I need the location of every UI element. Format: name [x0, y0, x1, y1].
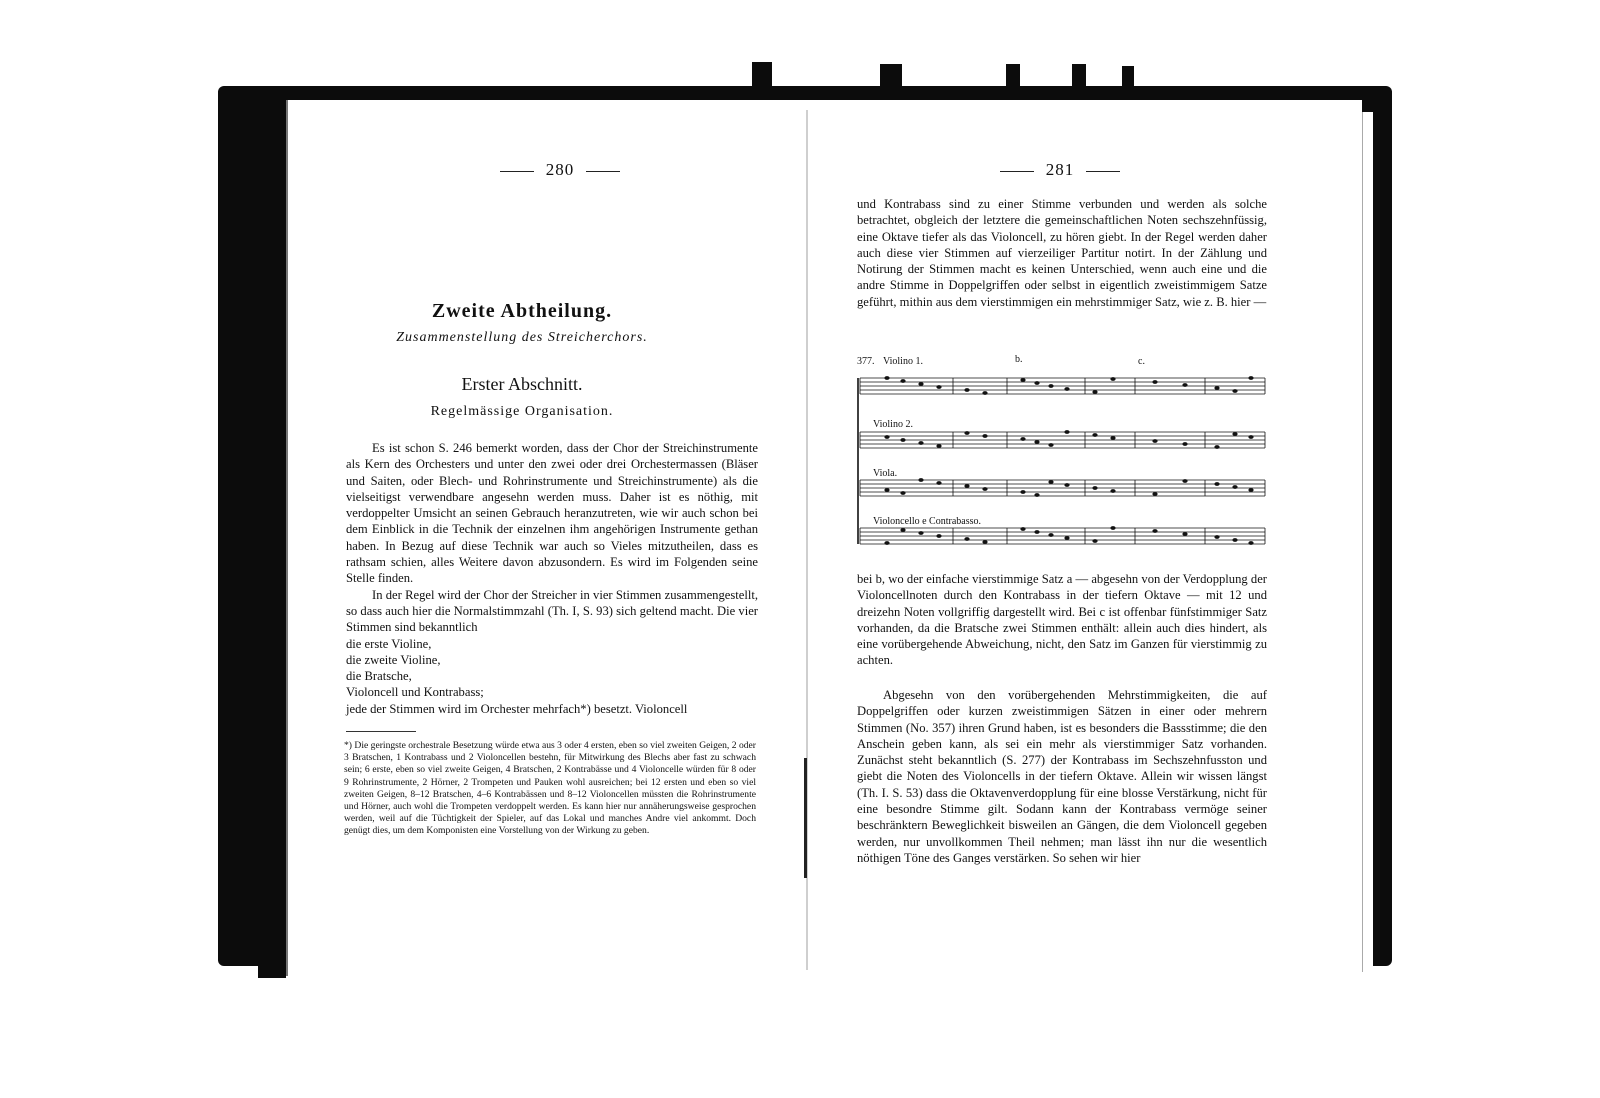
page-number-right: 281 [970, 160, 1150, 180]
note-head [1020, 437, 1025, 441]
note-head [1064, 483, 1069, 487]
paragraph: und Kontrabass sind zu einer Stimme verbunden und werden als solche betrachtet, obgleich der letztere die gemeinschaftlichen Noten sechszehnfüssig, eine Oktave tiefer als das Violoncell, zu hören giebt. In der Regel werden daher auch diese vier Stimmen auf vierzeiliger Partitur notirt. In der Zählung und Notirung der Stimmen macht es keinen Unterschied, wenn auch eine und die andre Stimme in Doppelgriffen oder selbst in eigentlich zweistimmigem Satze geführt, mithin aus dem vierstimmigen ein mehrstimmiger Satz, wie z. B. hier — [857, 197, 1267, 309]
note-head [1020, 527, 1025, 531]
note-head [982, 391, 987, 395]
note-head [1048, 443, 1053, 447]
list-item: Violoncell und Kontrabass; [346, 685, 484, 700]
note-head [1092, 486, 1097, 490]
note-head [918, 382, 923, 386]
note-head [1152, 380, 1157, 384]
note-head [884, 376, 889, 380]
gutter-mark [804, 758, 807, 878]
note-head [1110, 377, 1115, 381]
note-head [1048, 533, 1053, 537]
note-head [1064, 387, 1069, 391]
score-mark-c: c. [1138, 356, 1145, 367]
paragraph: Abgesehn von den vorübergehenden Mehrstimmigkeiten, die auf Doppelgriffen oder kurzen zweistimmigen Sätzen in einer oder mehrern Stimmen (No. 357) ihren Grund haben, ist es besonders die Bassstimme; die den Anschein geben kann, als sei ein mehr als vierstimmiger Satz vorhanden. Zunächst steht bekanntlich (S. 277) der Kontrabass im Sechszehnfusston und giebt die Noten des Violoncells in der tiefern Oktave. Allein wir wissen längst (Th. I. S. 53) dass die Oktavenverdopplung für eine blosse Verstärkung, nicht für eine besondre Stimme gilt. Sodann kann der Kontrabass vermöge seiner beschränktern Beweglichkeit bisweilen an Gängen, die dem Violoncell gegeben werden, nur unvollkommen Theil nehmen; man lässt ihn nur die wesentlich nöthigen Töne des Ganges verstärken. So sehen wir hier [857, 688, 1267, 865]
staff-label-violino-1: Violino 1. [883, 356, 923, 367]
note-head [884, 488, 889, 492]
note-head [1034, 440, 1039, 444]
staff-label-violino-2: Violino 2. [873, 419, 913, 430]
note-head [964, 537, 969, 541]
note-head [918, 441, 923, 445]
note-head [900, 379, 905, 383]
footnote: *) Die geringste orchestrale Besetzung würde etwa aus 3 oder 4 ersten, eben so viel zweiten Geigen, 2 oder 3 Bratschen, 1 Kontrabass und 2 Violoncellen bestehn, für Mitwirkung des Blechs aber fast zu schwach sein; 6 erste, eben so viel zweite Geigen, 4 Bratschen, 2 Kontrabässe und 4 Violoncelle würden für 8 oder 9 Rohrinstrumente, 2 Hörner, 2 Trompeten und Pauken wohl ausreichen; bei 12 ersten und eben so viel zweiten Geigen, 8–12 Bratschen, 4–6 Kontrabässen und 8–12 Violoncellen müssten die Rohrinstrumente und Hörner, auch wohl die Trompeten verdoppelt werden. Es kann hier nur annäherungsweise gesprochen werden, weil auf die Tüchtigkeit der Spieler, auf das Lokal und manches Andre viel ankommt. Doch genügt dies, um dem Komponisten eine Vorstellung von der Wirkung zu geben. [344, 740, 756, 837]
note-head [1214, 445, 1219, 449]
note-head [1214, 386, 1219, 390]
note-head [1110, 526, 1115, 530]
book-spine-left [258, 86, 286, 978]
bookmark-tab [1122, 66, 1134, 102]
note-head [1152, 439, 1157, 443]
note-head [936, 444, 941, 448]
left-body-text [346, 440, 758, 717]
note-head [1232, 389, 1237, 393]
note-head [1182, 479, 1187, 483]
note-head [1248, 541, 1253, 545]
right-text-middle [857, 571, 1267, 669]
note-head [936, 481, 941, 485]
paragraph: bei b, wo der einfache vierstimmige Satz a — abgesehn von der Verdopplung der Violoncellnoten durch den Kontrabass in der tiefern Oktave — mit 12 und dreizehn Noten vollgriffig dargestellt wird. Bei c ist offenbar fünfstimmiger Satz vorhanden, da die Bratsche zwei Stimmen enthält: allein auch dies hindert, als eine vorübergehende Abweichung, nicht, den Satz im Ganzen für vierstimmig zu achten. [857, 572, 1267, 668]
note-head [1034, 493, 1039, 497]
staff-label-violoncello: Violoncello e Contrabasso. [873, 516, 981, 527]
note-head [1182, 442, 1187, 446]
music-score-example [855, 352, 1269, 560]
section-subtitle: Zusammenstellung des Streicherchors. [396, 330, 648, 345]
note-head [1092, 433, 1097, 437]
note-head [900, 528, 905, 532]
bookmark-tab [1006, 64, 1020, 102]
note-head [982, 540, 987, 544]
note-head [936, 534, 941, 538]
list-item: die erste Violine, [346, 636, 432, 651]
page-number-left: 280 [470, 160, 650, 180]
note-head [982, 487, 987, 491]
note-head [1248, 435, 1253, 439]
section-title: Zweite Abtheilung. [431, 300, 613, 322]
note-head [1048, 384, 1053, 388]
right-text-top [857, 196, 1267, 310]
note-head [964, 388, 969, 392]
bookmark-tab [1072, 64, 1086, 102]
note-head [1092, 539, 1097, 543]
note-head [1248, 376, 1253, 380]
note-head [884, 541, 889, 545]
bookmark-tab [880, 64, 902, 102]
note-head [1232, 432, 1237, 436]
note-head [1214, 482, 1219, 486]
bookmark-tab [752, 62, 772, 102]
note-head [1248, 488, 1253, 492]
note-head [1110, 436, 1115, 440]
footnote-rule [346, 731, 416, 732]
note-head [1232, 538, 1237, 542]
note-head [1092, 390, 1097, 394]
note-head [1110, 489, 1115, 493]
right-text-bottom [857, 687, 1267, 866]
score-mark-b: b. [1015, 354, 1023, 365]
staff-label-viola: Viola. [873, 468, 898, 479]
note-head [918, 531, 923, 535]
note-head [918, 478, 923, 482]
chapter-title: Erster Abschnitt. [461, 374, 583, 394]
note-head [1214, 535, 1219, 539]
page-edge-right [1362, 112, 1373, 972]
note-head [1152, 492, 1157, 496]
note-head [964, 431, 969, 435]
example-number: 377. [857, 356, 875, 367]
note-head [1064, 430, 1069, 434]
note-head [1064, 536, 1069, 540]
note-head [982, 434, 987, 438]
note-head [936, 385, 941, 389]
note-head [1232, 485, 1237, 489]
list-item: die zweite Violine, [346, 652, 441, 667]
note-head [1182, 383, 1187, 387]
note-head [900, 438, 905, 442]
note-head [1048, 480, 1053, 484]
paragraph: Es ist schon S. 246 bemerkt worden, dass der Chor der Streichinstrumente als Kern des Orchesters und unter den zwei oder drei Orchestermassen (Bläser und Saiten, oder Blech- und Rohrinstrumente und Streichinstrumente) als die vielseitigst verwendbare angesehn werden muss. Daher ist es nöthig, mit verdoppelter Umsicht an seinen Gebrauch heranzutreten, wie wir auch schon bei dem Einblick in die Technik der einzelnen ihm angehörigen Instrumente gethan haben. In Bezug auf diese Technik war auch so Vieles mitzutheilen, dass es rathsam schien, alles Weitere davon abzusondern. Es wird im Folgenden seine Stelle finden. [346, 441, 758, 586]
chapter-subtitle: Regelmässige Organisation. [430, 404, 614, 419]
note-head [1020, 490, 1025, 494]
note-head [964, 484, 969, 488]
list-item: die Bratsche, [346, 669, 412, 684]
note-head [1020, 378, 1025, 382]
note-head [884, 435, 889, 439]
note-head [1152, 529, 1157, 533]
note-head [900, 491, 905, 495]
paragraph: jede der Stimmen wird im Orchester mehrfach*) besetzt. Violoncell [346, 701, 688, 716]
paragraph: In der Regel wird der Chor der Streicher in vier Stimmen zusammengestellt, so dass auch hier die Normalstimmzahl (Th. I, S. 93) sich geltend macht. Die vier Stimmen sind bekanntlich [346, 587, 758, 635]
note-head [1034, 530, 1039, 534]
note-head [1034, 381, 1039, 385]
note-head [1182, 532, 1187, 536]
